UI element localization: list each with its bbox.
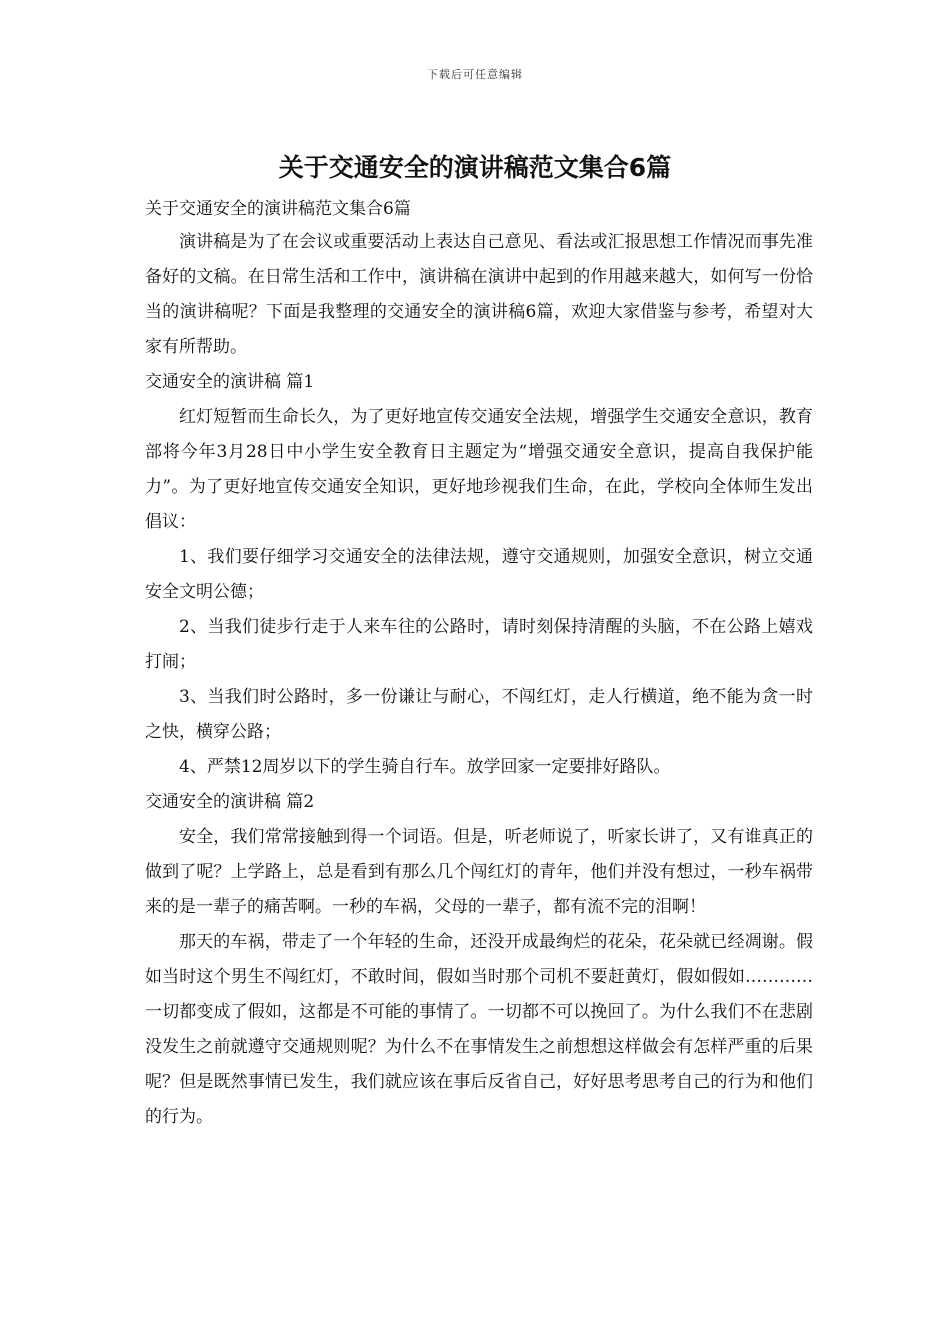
speech-2-paragraph-2: 那天的车祸，带走了一个年轻的生命，还没开成最绚烂的花朵，花朵就已经凋谢。假如当时这个男生不闯红灯，不敢时间，假如当时那个司机不要赶黄灯，假如假如…………一切都变成了假如，这都是不可能的事情了。一切都不可以挽回了。为什么我们不在悲剧没发生之前就遵守交通规则呢？为什么不在事情发生之前想想这样做会有怎样严重的后果呢？但是既然事情已发生，我们就应该在事后反省自己，好好思考思考自己的行为和他们的行为。 <box>145 932 813 1127</box>
proposal-item-2: 2、当我们徒步行走于人来车往的公路时，请时刻保持清醒的头脑，不在公路上嬉戏打闹； <box>145 617 813 672</box>
speech-1-paragraph: 红灯短暂而生命长久，为了更好地宣传交通安全法规，增强学生交通安全意识，教育部将今年3月28日中小学生安全教育日主题定为“增强交通安全意识，提高自我保护能力”。为了更好地宣传交通安全知识，更好地珍视我们生命，在此，学校向全体师生发出倡议： <box>145 407 813 532</box>
document-title: 关于交通安全的演讲稿范文集合6篇 <box>278 153 672 182</box>
section-heading-1: 交通安全的演讲稿 篇1 <box>145 372 315 392</box>
proposal-item-3: 3、当我们时公路时，多一份谦让与耐心，不闯红灯，走人行横道，绝不能为贪一时之快，横穿公路； <box>145 687 813 742</box>
proposal-item-1: 1、我们要仔细学习交通安全的法律法规，遵守交通规则，加强安全意识，树立交通安全文明公德； <box>145 547 813 602</box>
document-body <box>145 194 813 1135</box>
header-note: 下载后可任意编辑 <box>427 68 523 81</box>
proposal-item-4: 4、严禁12周岁以下的学生骑自行车。放学回家一定要排好路队。 <box>179 757 671 777</box>
document-subtitle: 关于交通安全的演讲稿范文集合6篇 <box>145 199 411 219</box>
intro-paragraph: 演讲稿是为了在会议或重要活动上表达自己意见、看法或汇报思想工作情况而事先准备好的文稿。在日常生活和工作中，演讲稿在演讲中起到的作用越来越大，如何写一份恰当的演讲稿呢？下面是我整理的交通安全的演讲稿6篇，欢迎大家借鉴与参考，希望对大家有所帮助。 <box>145 232 813 357</box>
speech-2-paragraph-1: 安全，我们常常接触到得一个词语。但是，听老师说了，听家长讲了，又有谁真正的做到了呢？上学路上，总是看到有那么几个闯红灯的青年，他们并没有想过，一秒车祸带来的是一辈子的痛苦啊。一秒的车祸，父母的一辈子，都有流不完的泪啊！ <box>145 827 813 917</box>
section-heading-2: 交通安全的演讲稿 篇2 <box>145 792 315 812</box>
